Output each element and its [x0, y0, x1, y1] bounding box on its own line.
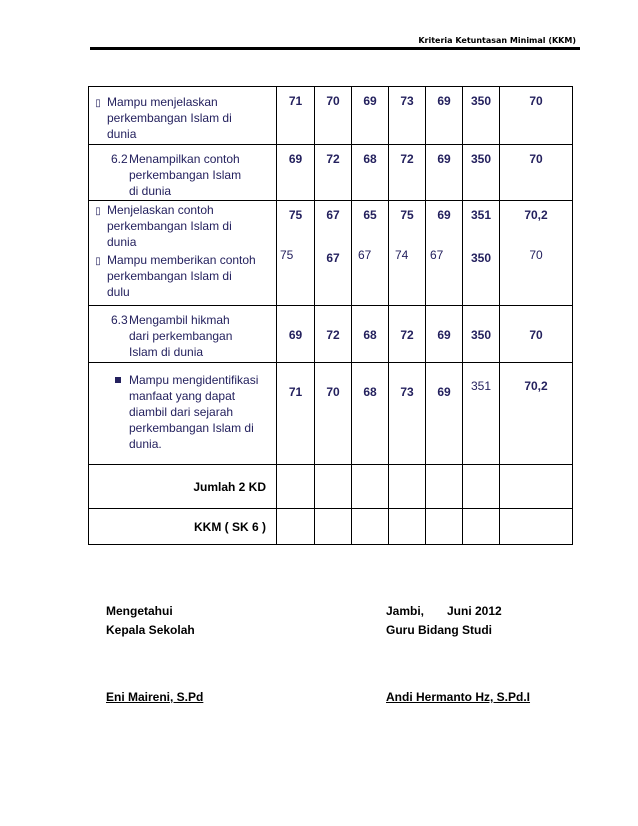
value-pair-cell [463, 201, 500, 306]
empty-cell [315, 465, 352, 509]
value-cell: 70,2 [500, 363, 573, 465]
bullet-icon: ▯ [95, 206, 101, 217]
value-cell: 350 [463, 145, 500, 201]
header-rule [90, 47, 580, 50]
value-cell: 71 [277, 363, 315, 465]
empty-cell [500, 509, 573, 545]
value-cell: 72 [389, 145, 426, 201]
value-cell: 73 [389, 87, 426, 145]
table-row [89, 145, 573, 201]
value-bottom: 70 [529, 248, 543, 262]
right-date: Juni 2012 [447, 604, 502, 618]
value-cell: 351 [463, 363, 500, 465]
value-cell: 71 [277, 87, 315, 145]
table-row [89, 87, 573, 145]
right-place: Jambi, [386, 604, 425, 618]
value-top: 351 [470, 208, 492, 222]
value-pair-cell [426, 201, 463, 306]
empty-cell [500, 465, 573, 509]
value-cell: 73 [389, 363, 426, 465]
bullet-icon: ▯ [95, 98, 101, 109]
value-cell: 69 [277, 306, 315, 363]
value-cell: 69 [426, 145, 463, 201]
empty-cell [277, 465, 315, 509]
value-cell: 350 [463, 87, 500, 145]
value-cell: 70 [500, 306, 573, 363]
value-pair-cell [315, 201, 352, 306]
kkm-table [88, 86, 573, 545]
left-label-mengetahui: Mengetahui [106, 604, 173, 618]
value-cell: 69 [277, 145, 315, 201]
kd-text: Menampilkan contoh perkembangan Islam di dunia [129, 152, 242, 198]
kkm-label: KKM ( SK 6 ) [89, 509, 277, 545]
left-label-kepala-sekolah: Kepala Sekolah [106, 623, 195, 637]
indicator-cell [89, 363, 277, 465]
value-cell: 350 [463, 306, 500, 363]
empty-cell [389, 465, 426, 509]
value-cell: 68 [352, 363, 389, 465]
value-bottom: 67 [430, 248, 444, 262]
indicator-text: Menjelaskan contoh perkembangan Islam di dunia [107, 203, 232, 249]
empty-cell [315, 509, 352, 545]
value-cell: 70 [315, 363, 352, 465]
value-cell: 69 [426, 306, 463, 363]
value-bottom: 67 [326, 251, 340, 265]
square-bullet-icon [115, 377, 121, 383]
indicator-text: Mampu mengidentifikasi manfaat yang dapat diambil dari sejarah perkembangan Islam di dunia. [129, 373, 259, 451]
value-top: 65 [363, 208, 377, 222]
indicator-text: Mampu memberikan contoh perkembangan Islam di dulu [107, 253, 256, 299]
value-cell: 70 [315, 87, 352, 145]
value-pair-cell [389, 201, 426, 306]
value-top: 67 [326, 208, 340, 222]
value-pair-cell [500, 201, 573, 306]
value-bottom: 74 [395, 248, 409, 262]
value-cell: 72 [389, 306, 426, 363]
left-signatory-name: Eni Maireni, S.Pd [106, 690, 204, 704]
value-top: 69 [437, 208, 451, 222]
value-cell: 68 [352, 145, 389, 201]
value-cell: 68 [352, 306, 389, 363]
jumlah-label: Jumlah 2 KD [89, 465, 277, 509]
empty-cell [352, 509, 389, 545]
kd-number: 6.3 [111, 313, 128, 327]
indicator-text: Mampu menjelaskan perkembangan Islam di dunia [107, 95, 232, 141]
table-row [89, 201, 573, 306]
table-row [89, 363, 573, 465]
value-cell: 70 [500, 145, 573, 201]
right-signatory-name: Andi Hermanto Hz, S.Pd.I [386, 690, 531, 704]
value-cell: 72 [315, 306, 352, 363]
kd-cell [89, 145, 277, 201]
table-row [89, 509, 573, 545]
document-header: Kriteria Ketuntasan Minimal (KKM) [418, 36, 576, 45]
value-bottom: 350 [470, 251, 492, 265]
bullet-icon: ▯ [95, 256, 101, 267]
value-cell: 70 [500, 87, 573, 145]
value-pair-cell [277, 201, 315, 306]
kd-text: Mengambil hikmah dari perkembangan Islam di dunia [129, 313, 233, 359]
empty-cell [352, 465, 389, 509]
value-top: 75 [288, 208, 303, 222]
value-cell: 69 [426, 363, 463, 465]
empty-cell [389, 509, 426, 545]
value-bottom: 75 [280, 248, 294, 262]
indicator-cell [89, 87, 277, 145]
right-label-guru: Guru Bidang Studi [386, 623, 492, 637]
value-pair-cell [352, 201, 389, 306]
empty-cell [463, 509, 500, 545]
value-cell: 72 [315, 145, 352, 201]
value-top: 75 [400, 208, 414, 222]
value-cell: 69 [352, 87, 389, 145]
empty-cell [463, 465, 500, 509]
value-top: 70,2 [524, 208, 548, 222]
table-row [89, 465, 573, 509]
empty-cell [426, 465, 463, 509]
kd-cell [89, 306, 277, 363]
value-bottom: 67 [358, 248, 372, 262]
empty-cell [277, 509, 315, 545]
empty-cell [426, 509, 463, 545]
table-row [89, 306, 573, 363]
indicator-cell [89, 201, 277, 306]
value-cell: 69 [426, 87, 463, 145]
kd-number: 6.2 [111, 152, 128, 166]
